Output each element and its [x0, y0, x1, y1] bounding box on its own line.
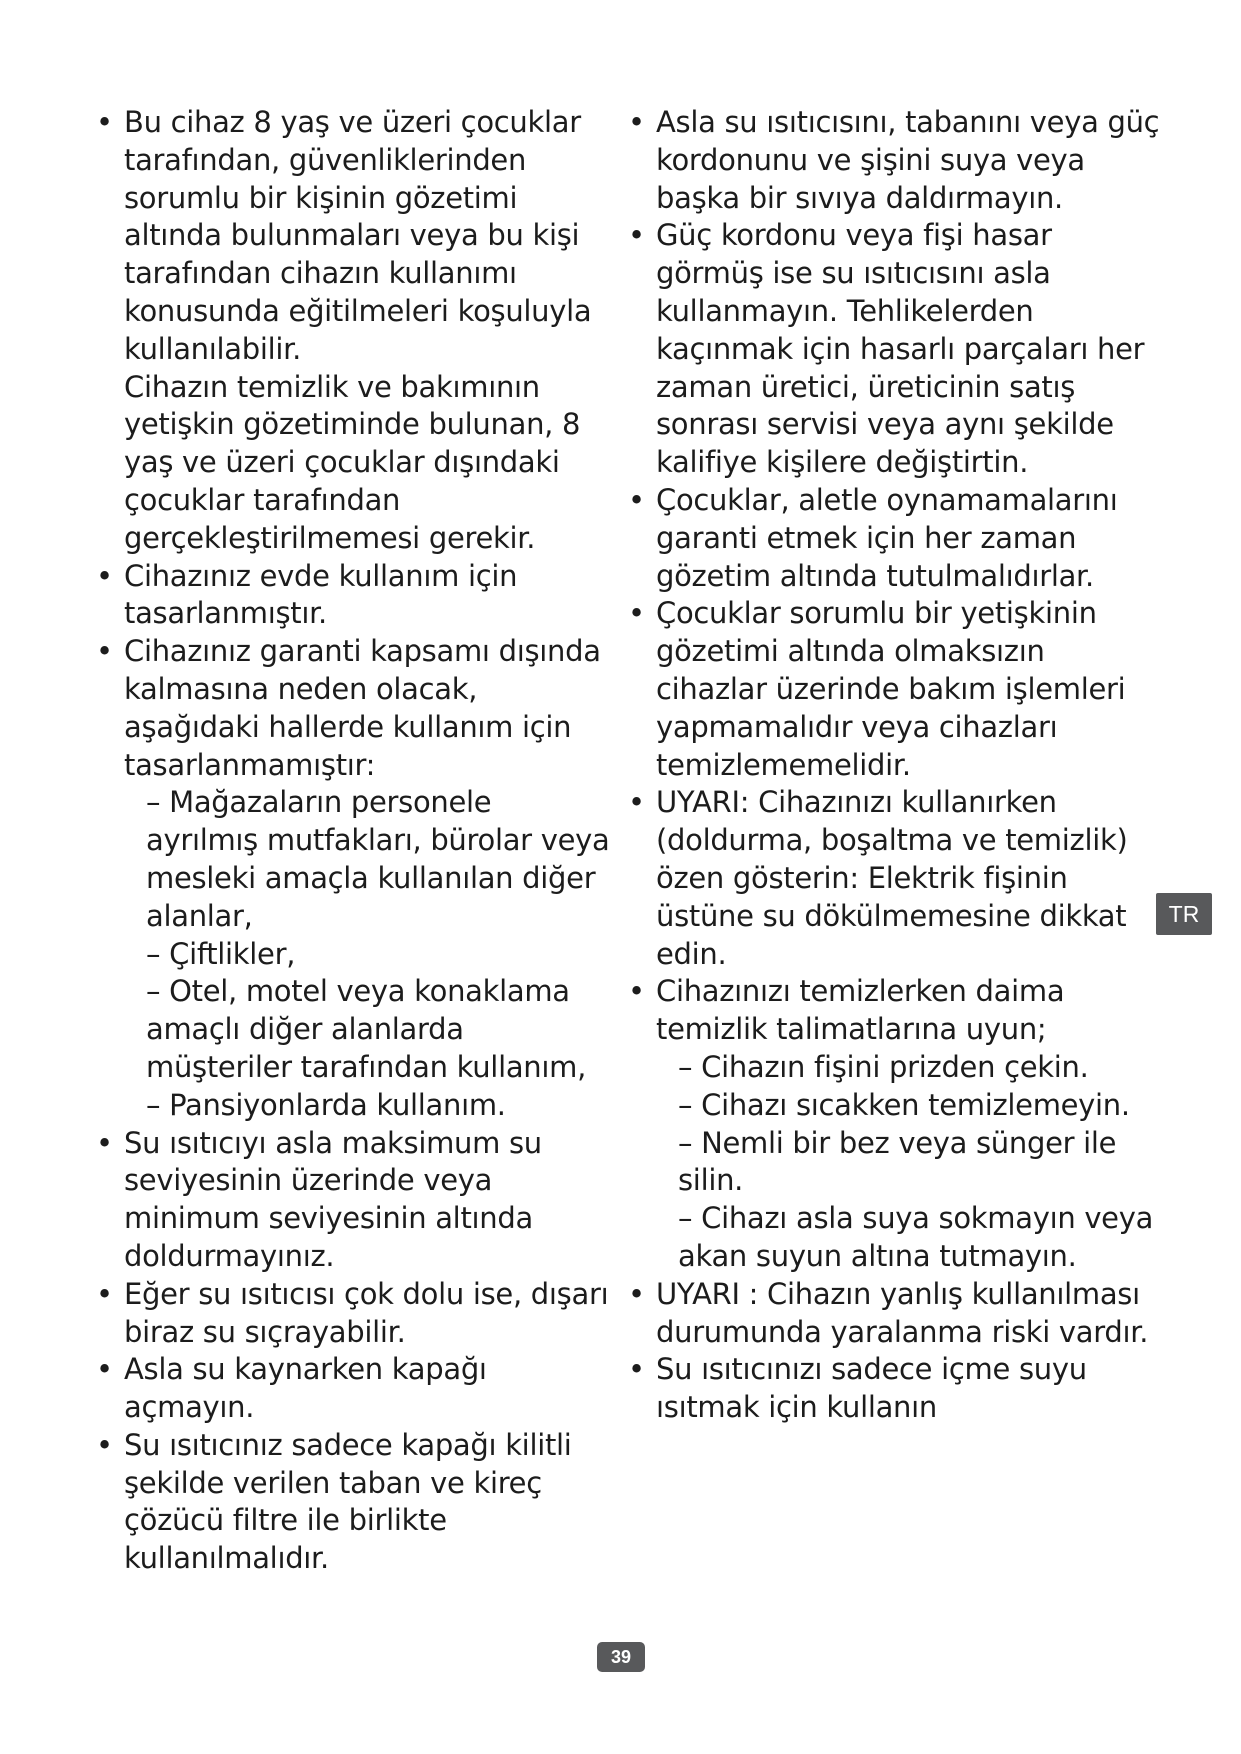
item-text: Asla su ısıtıcısını, tabanını veya güç kordonunu ve şişini suya veya başka bir sıvıya daldırmayın.: [656, 105, 1160, 215]
item-text: Cihazın temizlik ve bakımının yetişkin gözetiminde bulunan, 8 yaş ve üzeri çocuklar dışındaki çocuklar tarafından gerçekleştirilmemesi gerekir.: [124, 369, 581, 555]
list-item: [624, 973, 1164, 1275]
sub-item-text: – Otel, motel veya konaklama amaçlı diğer alanlarda müşteriler tarafından kullanım,: [146, 974, 587, 1084]
right-column: [624, 104, 1164, 1427]
list-item: [624, 217, 1164, 482]
list-item: [624, 1351, 1164, 1427]
bullet-icon: •: [96, 1427, 113, 1462]
list-item: [624, 104, 1164, 217]
bullet-icon: •: [628, 482, 645, 517]
item-text: Eğer su ısıtıcısı çok dolu ise, dışarı biraz su sıçrayabilir.: [124, 1276, 609, 1349]
item-text: Güç kordonu veya fişi hasar görmüş ise su ısıtıcısını asla kullanmayın. Tehlikelerden kaçınmak için hasarlı parçaları her zaman üretici, üreticinin satış sonrası servisi veya aynı şekilde kalifiye kişilere değiştirtin.: [656, 218, 1145, 480]
bullet-icon: •: [628, 785, 645, 820]
bullet-icon: •: [96, 634, 113, 669]
item-text: Çocuklar, aletle oynamamalarını garanti etmek için her zaman gözetim altında tutulmalıdırlar.: [656, 482, 1118, 593]
item-text: Cihazınız evde kullanım için tasarlanmıştır.: [124, 558, 518, 631]
bullet-icon: •: [628, 105, 645, 139]
bullet-icon: •: [96, 1125, 113, 1160]
right-instruction-list: [624, 104, 1164, 1427]
item-text: UYARI: Cihazınızı kullanırken (doldurma, boşaltma ve temizlik) özen gösterin: Elektrik fişinin üstüne su dökülmemesine dikkat edin.: [656, 785, 1128, 971]
bullet-icon: •: [628, 974, 645, 1009]
bullet-icon: •: [628, 218, 645, 253]
item-text: Su ısıtıcıyı asla maksimum su seviyesinin üzerinde veya minimum seviyesinin altında doldurmayınız.: [124, 1125, 542, 1273]
bullet-icon: •: [96, 1352, 113, 1387]
sub-item-text: – Mağazaların personele ayrılmış mutfakları, bürolar veya mesleki amaçla kullanılan diğer alanlar,: [146, 785, 610, 933]
list-item: [624, 482, 1164, 595]
sub-item-text: – Cihazı asla suya sokmayın veya akan suyun altına tutmayın.: [678, 1201, 1154, 1273]
sub-item-text: – Çiftlikler,: [146, 936, 296, 971]
bullet-icon: •: [628, 1352, 645, 1387]
left-column: [92, 104, 612, 1578]
list-item: [92, 1276, 612, 1352]
language-tab: TR: [1156, 893, 1212, 935]
item-text: UYARI : Cihazın yanlış kullanılması durumunda yaralanma riski vardır.: [656, 1276, 1149, 1349]
list-item: [92, 633, 612, 1124]
list-item: [92, 558, 612, 634]
sub-item-text: – Nemli bir bez veya sünger ile silin.: [678, 1125, 1117, 1198]
item-text: Asla su kaynarken kapağı açmayın.: [124, 1352, 487, 1425]
list-item: [92, 1125, 612, 1276]
list-item: [92, 1351, 612, 1427]
list-item: [624, 1276, 1164, 1352]
item-text: Cihazınızı temizlerken daima temizlik talimatlarına uyun;: [656, 974, 1065, 1047]
sub-item-text: – Pansiyonlarda kullanım.: [146, 1087, 506, 1122]
bullet-icon: •: [628, 596, 645, 631]
page-number: 39: [597, 1642, 645, 1672]
bullet-icon: •: [96, 1276, 113, 1311]
item-text: Çocuklar sorumlu bir yetişkinin gözetimi altında olmaksızın cihazlar üzerinde bakım işlemleri yapmamalıdır veya cihazları temizlememelidir.: [656, 596, 1126, 782]
list-item: [92, 104, 612, 558]
bullet-icon: •: [96, 105, 113, 139]
item-text: Su ısıtıcınızı sadece içme suyu ısıtmak için kullanın: [656, 1352, 1087, 1425]
bullet-icon: •: [96, 558, 113, 593]
sub-item-text: – Cihazı sıcakken temizlemeyin.: [678, 1087, 1130, 1122]
list-item: [624, 784, 1164, 973]
sub-item-text: – Cihazın fişini prizden çekin.: [678, 1049, 1089, 1084]
left-instruction-list: [92, 104, 612, 1578]
list-item: [624, 595, 1164, 784]
list-item: [92, 1427, 612, 1578]
item-text: Bu cihaz 8 yaş ve üzeri çocuklar tarafından, güvenliklerinden sorumlu bir kişinin gözetimi altında bulunmaları veya bu kişi tarafından cihazın kullanımı konusunda eğitilmeleri koşuluyla kullanılabilir.: [124, 105, 592, 366]
bullet-icon: •: [628, 1276, 645, 1311]
item-text: Su ısıtıcınız sadece kapağı kilitli şekilde verilen taban ve kireç çözücü filtre ile birlikte kullanılmalıdır.: [124, 1427, 572, 1576]
item-text: Cihazınız garanti kapsamı dışında kalmasına neden olacak, aşağıdaki hallerde kullanım için tasarlanmamıştır:: [124, 634, 601, 782]
